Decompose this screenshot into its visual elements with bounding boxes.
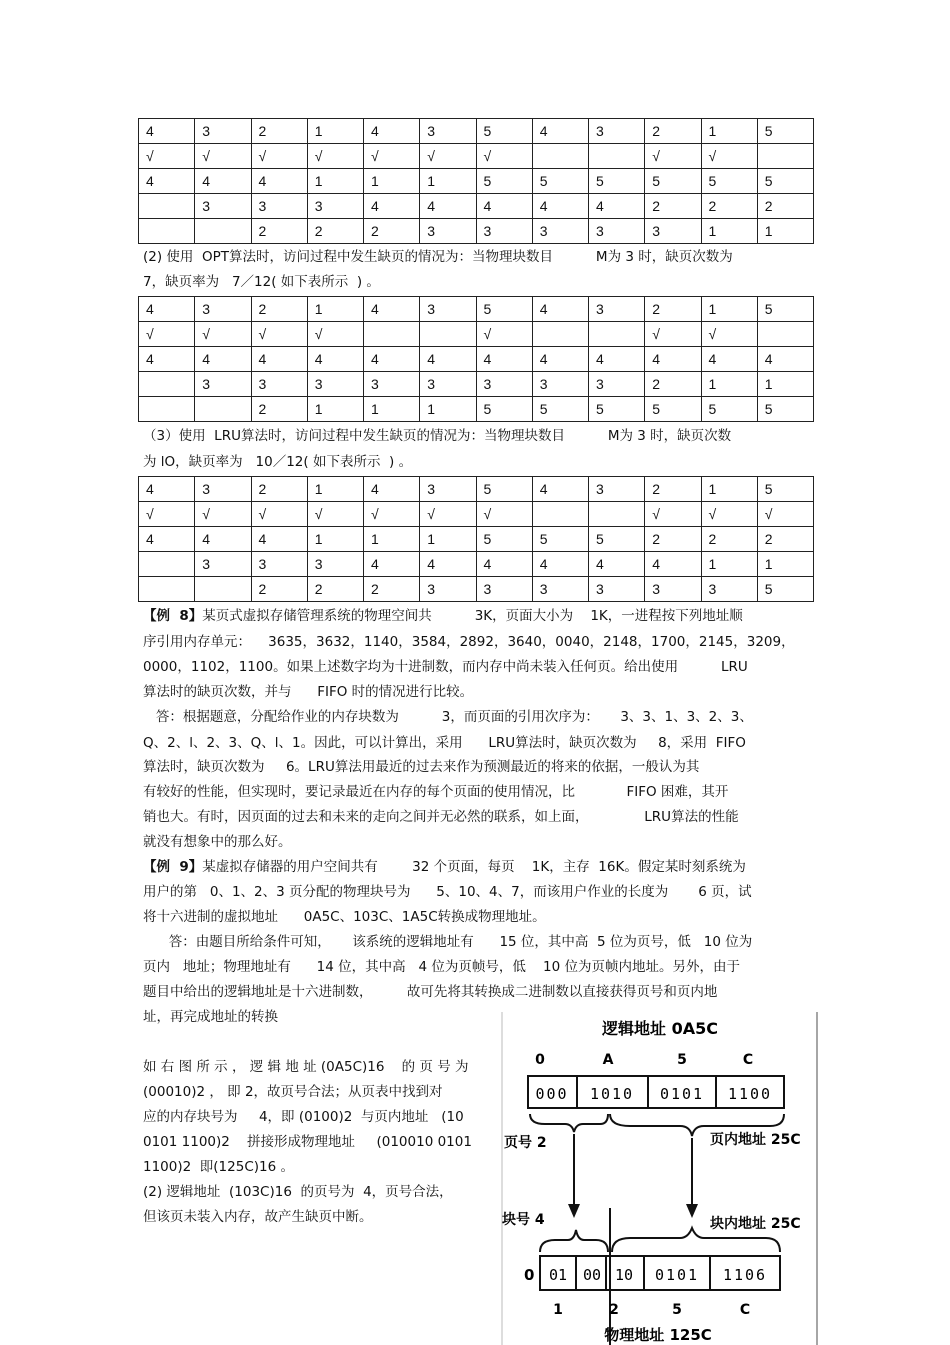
table-cell: 2 [645,372,701,397]
table-cell: √ [195,144,251,169]
table-cell: 1 [701,119,757,144]
table-row [139,347,814,372]
table-cell: √ [251,144,307,169]
table-cell: 4 [476,347,532,372]
example-8-answer-5: 销也大。有时，因页面的过去和未来的走向之间并无必然的联系，如上面， LRU算法的性能 [143,809,739,825]
table-cell: 5 [757,169,813,194]
table-cell: 4 [364,119,420,144]
table-cell: √ [757,502,813,527]
table-cell: 4 [476,552,532,577]
figure-background [500,1012,820,1345]
table-cell: 3 [476,219,532,244]
table-cell: 2 [251,297,307,322]
table-cell: 3 [420,219,476,244]
table-cell [420,322,476,347]
table-cell: 4 [420,552,476,577]
table-cell [195,219,251,244]
table-row [139,372,814,397]
table-cell: 1 [307,119,363,144]
table-cell: 5 [589,527,645,552]
opt-text-line-2: 7，缺页率为 7／12( 如下表所示 ) 。 [143,274,380,290]
table-cell: 3 [195,297,251,322]
example-9-body-7: 但该页未装入内存，故产生缺页中断。 [143,1209,373,1225]
table-cell: √ [476,322,532,347]
table-cell: 4 [251,347,307,372]
table-cell: √ [701,322,757,347]
table-cell: 3 [589,577,645,602]
table-cell: 1 [307,477,363,502]
table-cell: 3 [701,577,757,602]
example-9-line-3: 将十六进制的虚拟地址 0A5C、103C、1A5C转换成物理地址。 [143,909,546,925]
table-cell: 2 [701,527,757,552]
table-cell: 3 [476,577,532,602]
table-cell: 4 [364,347,420,372]
table-cell: √ [701,502,757,527]
table-cell: 2 [251,119,307,144]
example-9-answer-2: 页内 地址；物理地址有 14 位，其中高 4 位为页帧号，低 10 位为页帧内地址。另外，由于 [143,959,740,975]
lru-text-line-2: 为 lO，缺页率为 10／12( 如下表所示 ) 。 [143,454,413,470]
table-cell: 3 [195,477,251,502]
table-cell: 2 [645,297,701,322]
table-cell: 1 [420,169,476,194]
table-cell: √ [645,502,701,527]
table-cell: 1 [701,297,757,322]
example-9-answer-4: 址，再完成地址的转换 [143,1009,278,1025]
table-cell: 4 [420,347,476,372]
page-number-label: 页号 2 [504,1135,547,1151]
table-cell: 2 [701,194,757,219]
fifo-page-table [138,118,814,244]
table-cell: 4 [364,477,420,502]
table-cell: 3 [476,372,532,397]
table-cell: √ [139,144,195,169]
table-cell: 4 [139,119,195,144]
example-9-body-6: (2) 逻辑地址 (103C)16 的页号为 4，页号合法， [143,1184,453,1200]
table-cell: 2 [364,219,420,244]
table-cell [364,322,420,347]
table-cell: √ [364,502,420,527]
top-digit-0: 0 [535,1052,545,1068]
table-cell: 4 [139,347,195,372]
table-cell: 2 [251,219,307,244]
table-cell: 1 [307,169,363,194]
table-cell: 1 [701,477,757,502]
bottom-digit-2: 5 [672,1302,682,1318]
table-cell: √ [476,144,532,169]
table-cell: 4 [589,347,645,372]
physical-address-title: 物理地址 125C [604,1326,712,1344]
example-9-body-4: 0101 1100)2 拼接形成物理地址 (010010 0101 [143,1134,472,1150]
table-row [139,397,814,422]
table-row [139,219,814,244]
table-cell: 1 [307,527,363,552]
physical-bits-2: 10 [614,1266,634,1284]
top-digit-3: C [742,1052,754,1068]
table-cell: 5 [476,297,532,322]
table-cell: √ [420,502,476,527]
table-cell: 1 [420,397,476,422]
table-cell: 5 [645,397,701,422]
table-cell [139,552,195,577]
table-cell: 1 [364,397,420,422]
table-cell [757,144,813,169]
table-cell [532,322,588,347]
table-cell: √ [645,322,701,347]
table-cell: √ [251,502,307,527]
table-cell: 5 [532,397,588,422]
example-8-tag: 【例 8】 [143,608,203,624]
table-cell: 1 [307,297,363,322]
physical-bits-3: 0101 [654,1266,700,1284]
example-8-line-2: 序引用内存单元： 3635，3632，1140，3584，2892，3640，0040，2148，1700，2145，3209， [143,634,795,650]
table-cell: 3 [364,372,420,397]
row-mark: 0 [524,1266,535,1284]
table-cell: 3 [307,552,363,577]
table-cell [589,144,645,169]
table-cell: 4 [195,527,251,552]
table-cell: 3 [307,372,363,397]
table-cell: √ [307,502,363,527]
figure-title: 逻辑地址 0A5C [602,1019,718,1038]
table-row [139,527,814,552]
table-cell: 3 [195,552,251,577]
table-cell: 4 [645,552,701,577]
table-cell: 3 [532,219,588,244]
example-8-line-4: 算法时的缺页次数，并与 FIFO 时的情况进行比较。 [143,684,474,700]
table-cell: √ [139,322,195,347]
table-cell: 3 [532,372,588,397]
table-cell: 4 [532,194,588,219]
opt-text-line-1: (2) 使用 OPT算法时，访问过程中发生缺页的情况为：当物理块数目 M为 3 时，缺页次数为 [143,249,733,265]
table-cell: 2 [251,477,307,502]
table-cell: 4 [589,194,645,219]
table-cell [757,322,813,347]
table-cell: 4 [645,347,701,372]
example-8-answer-1: 答：根据题意，分配给作业的内存块数为 3，而页面的引用次序为： 3、3、1、3、2、3、 [143,709,753,725]
table-cell: 2 [251,397,307,422]
table-cell: 2 [757,527,813,552]
table-cell: 2 [645,477,701,502]
table-cell: 4 [251,527,307,552]
table-cell: 5 [476,397,532,422]
table-cell: 5 [476,477,532,502]
table-cell: 3 [589,477,645,502]
example-8-answer-2: Q、2、l、2、3、Q、l、1。因此，可以计算出，采用 LRU算法时，缺页次数为 8，采用 FIFO [143,735,746,751]
table-cell: 5 [701,397,757,422]
example-8-line-3: 0000，1102，1100。如果上述数字均为十进制数，而内存中尚未装入任何页。给出使用 LRU [143,659,748,675]
table-cell: 4 [251,169,307,194]
table-cell: 1 [701,219,757,244]
table-cell: 5 [589,169,645,194]
table-cell: √ [645,144,701,169]
table-cell [139,219,195,244]
example-9-text: 某虚拟存储器的用户空间共有 32 个页面，每页 1K，主存 16K。假定某时刻系统为 [202,859,746,875]
example-9-body-1: 如 右 图 所 示 ， 逻 辑 地 址 (0A5C)16 的 页 号 为 [143,1059,469,1075]
table-cell: 4 [532,552,588,577]
table-cell: 3 [420,297,476,322]
table-cell: √ [701,144,757,169]
table-row [139,144,814,169]
table-row [139,169,814,194]
table-row [139,297,814,322]
logical-bits-2: 0101 [659,1085,705,1103]
table-cell [532,502,588,527]
table-cell: 2 [307,577,363,602]
table-cell: √ [307,322,363,347]
table-cell: 3 [532,577,588,602]
offset-label: 页内地址 25C [710,1132,801,1148]
example-8-answer-6: 就没有想象中的那么好。 [143,834,292,850]
table-cell: 4 [307,347,363,372]
table-row [139,322,814,347]
table-cell: 1 [757,372,813,397]
table-cell: 5 [476,119,532,144]
table-cell: 5 [757,397,813,422]
bottom-digit-1: 2 [609,1302,619,1318]
bottom-digit-3: C [739,1302,751,1318]
table-cell: 3 [589,219,645,244]
example-9-answer-1: 答：由题目所给条件可知， 该系统的逻辑地址有 15 位，其中高 5 位为页号，低 10 位为 [143,934,753,950]
table-cell: 2 [364,577,420,602]
table-cell: √ [251,322,307,347]
table-cell: 4 [701,347,757,372]
logical-bits-0: 000 [535,1085,569,1103]
logical-bits-3: 1100 [727,1085,773,1103]
table-cell: 4 [532,477,588,502]
table-cell: 4 [139,169,195,194]
table-row [139,552,814,577]
table-cell [195,397,251,422]
physical-bits-1: 00 [582,1266,602,1284]
table-cell: 1 [701,552,757,577]
table-cell: √ [195,502,251,527]
table-cell: 3 [251,372,307,397]
table-cell: 5 [757,477,813,502]
example-8-answer-4: 有较好的性能，但实现时，要记录最近在内存的每个页面的使用情况，比 FIFO 困难，其开 [143,784,729,800]
table-cell: 4 [364,552,420,577]
table-cell: 5 [532,527,588,552]
table-cell: 4 [532,347,588,372]
block-number-label: 块号 4 [502,1212,545,1228]
example-8-answer-3: 算法时，缺页次数为 6。LRU算法用最近的过去来作为预测最近的将来的依据，一般认为其 [143,759,700,775]
table-cell: 1 [757,552,813,577]
table-cell: 3 [420,372,476,397]
table-cell: √ [139,502,195,527]
table-cell: 3 [420,119,476,144]
example-8-line-1 [143,604,743,629]
table-cell: 3 [251,194,307,219]
table-cell: 2 [307,219,363,244]
table-cell: √ [420,144,476,169]
table-cell: 1 [701,372,757,397]
example-9-line-2: 用户的第 0、1、2、3 页分配的物理块号为 5、10、4、7，而该用户作业的长度为 6 页，试 [143,884,752,900]
table-cell: √ [364,144,420,169]
table-cell [589,502,645,527]
table-cell: 4 [476,194,532,219]
table-cell: 4 [589,552,645,577]
top-digit-1: A [602,1052,614,1068]
table-cell [195,577,251,602]
table-cell: 1 [364,527,420,552]
example-9-tag: 【例 9】 [143,859,203,875]
table-cell: 3 [195,119,251,144]
table-cell: 4 [364,297,420,322]
table-cell: 4 [420,194,476,219]
table-row [139,119,814,144]
example-8-text: 某页式虚拟存储管理系统的物理空间共 3K，页面大小为 1K，一进程按下列地址顺 [202,608,743,624]
table-cell: 5 [476,169,532,194]
table-row [139,577,814,602]
table-cell [139,397,195,422]
table-cell: 4 [139,297,195,322]
example-9-line-1 [143,855,746,880]
physical-bits-0: 01 [548,1266,568,1284]
block-offset-label: 块内地址 25C [710,1216,801,1232]
table-cell: 1 [307,397,363,422]
table-row [139,194,814,219]
table-cell: 1 [364,169,420,194]
table-cell: 5 [476,527,532,552]
table-row [139,502,814,527]
table-cell: 3 [645,577,701,602]
table-cell: 1 [420,527,476,552]
table-cell: 2 [645,119,701,144]
table-cell: 4 [757,347,813,372]
table-cell: 3 [251,552,307,577]
example-9-answer-3: 题目中给出的逻辑地址是十六进制数， 故可先将其转换成二进制数以直接获得页号和页内地 [143,984,718,1000]
table-cell [532,144,588,169]
table-cell: 3 [307,194,363,219]
example-9-body-2: (00010)2 ， 即 2，故页号合法；从页表中找到对 [143,1084,443,1100]
physical-bits-4: 1106 [722,1266,768,1284]
table-cell: 4 [195,347,251,372]
table-cell [139,372,195,397]
table-cell: 4 [139,527,195,552]
table-cell: 3 [589,297,645,322]
table-cell: 2 [645,194,701,219]
table-cell: 3 [589,372,645,397]
logical-bits-1: 1010 [589,1085,635,1103]
table-cell: 3 [195,194,251,219]
table-cell: 3 [420,477,476,502]
table-cell: √ [307,144,363,169]
table-cell: 2 [251,577,307,602]
lru-text-line-1: （3）使用 LRU算法时，访问过程中发生缺页的情况为：当物理块数目 M为 3 时，缺页次数 [143,428,732,444]
example-9-body-5: 1100)2 即(125C)16 。 [143,1159,294,1175]
table-cell: 3 [420,577,476,602]
table-cell: 2 [645,527,701,552]
table-cell [139,577,195,602]
table-cell: 1 [757,219,813,244]
table-cell: 4 [532,297,588,322]
bottom-digit-0: 1 [553,1302,563,1318]
table-cell: 5 [532,169,588,194]
table-cell: 4 [139,477,195,502]
top-digit-2: 5 [677,1052,687,1068]
table-cell: 5 [701,169,757,194]
table-cell: 5 [589,397,645,422]
table-row [139,477,814,502]
table-cell: 5 [757,119,813,144]
table-cell: 4 [532,119,588,144]
table-cell: 4 [364,194,420,219]
table-cell: 3 [195,372,251,397]
table-cell [139,194,195,219]
table-cell: 5 [757,297,813,322]
table-cell: 5 [645,169,701,194]
table-cell [589,322,645,347]
table-cell: 4 [195,169,251,194]
table-cell: 2 [757,194,813,219]
table-cell: √ [476,502,532,527]
opt-page-table [138,296,814,422]
lru-page-table [138,476,814,602]
table-cell: 5 [757,577,813,602]
table-cell: 3 [645,219,701,244]
table-cell: 3 [589,119,645,144]
table-cell: √ [195,322,251,347]
address-translation-figure [500,1012,820,1345]
example-9-body-3: 应的内存块号为 4，即 (0100)2 与页内地址 (10 [143,1109,464,1125]
